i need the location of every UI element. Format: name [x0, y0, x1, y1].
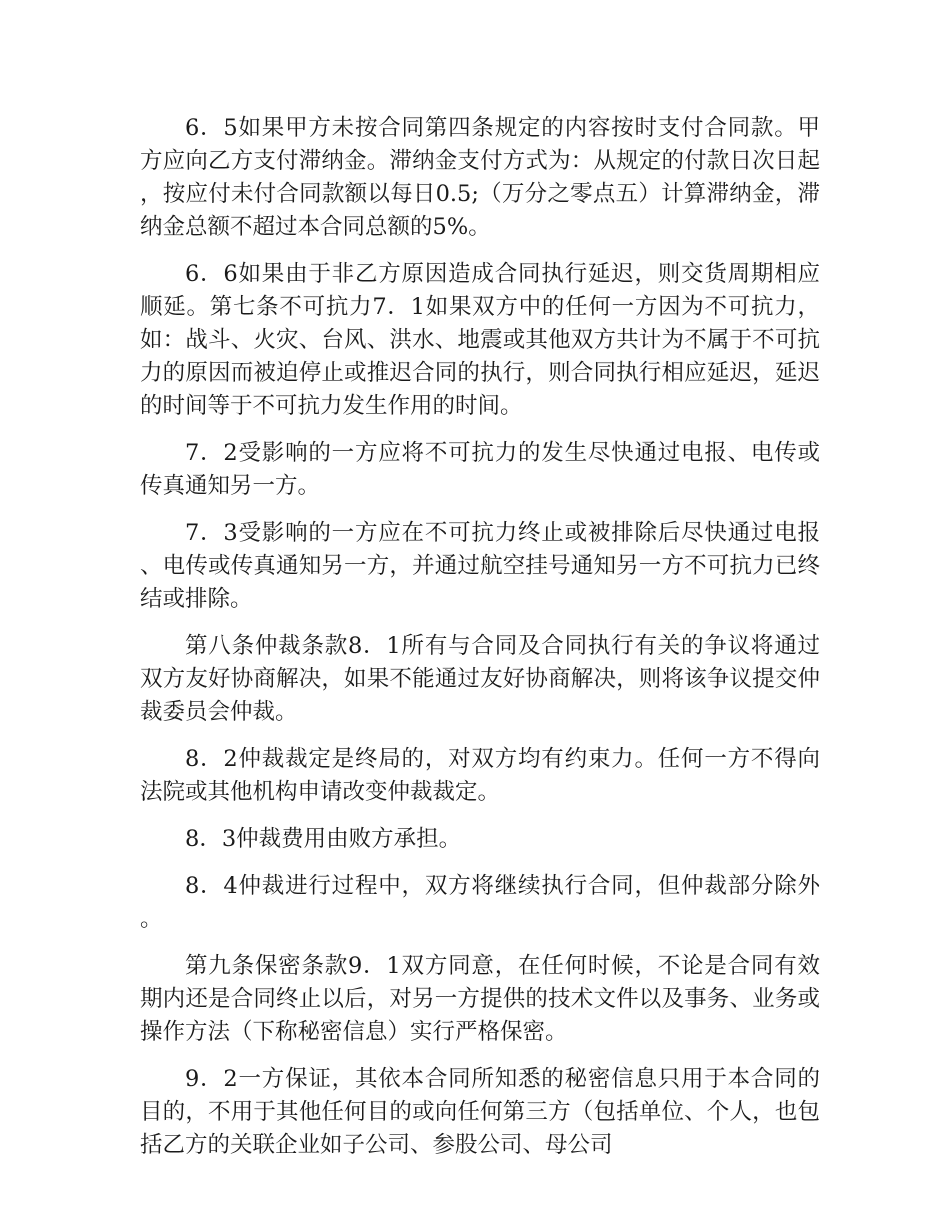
paragraph-7-2: 7．2受影响的一方应将不可抗力的发生尽快通过电报、电传或传真通知另一方。 [140, 440, 820, 499]
paragraph-article-9: 第九条保密条款9．1双方同意，在任何时候，不论是合同有效期内还是合同终止以后，对另一方提供的技术文件以及事务、业务或操作方法（下称秘密信息）实行严格保密。 [140, 953, 820, 1045]
paragraph-6-6: 6．6如果由于非乙方原因造成合同执行延迟，则交货周期相应顺延。第七条不可抗力7．1如果双方中的任何一方因为不可抗力，如：战斗、火灾、台风、洪水、地震或其他双方共计为不属于不可抗力的原因而被迫停止或推迟合同的执行，则合同执行相应延迟，延迟的时间等于不可抗力发生作用的时间。 [140, 261, 820, 419]
paragraph-6-5: 6．5如果甲方未按合同第四条规定的内容按时支付合同款。甲方应向乙方支付滞纳金。滞纳金支付方式为：从规定的付款日次日起，按应付未付合同款额以每日0.5;（万分之零点五）计算滞纳金，滞纳金总额不超过本合同总额的5%。 [140, 115, 820, 240]
document-page [140, 112, 820, 1176]
paragraph-7-3: 7．3受影响的一方应在不可抗力终止或被排除后尽快通过电报、电传或传真通知另一方，并通过航空挂号通知另一方不可抗力已终结或排除。 [140, 520, 820, 612]
paragraph-article-8: 第八条仲裁条款8．1所有与合同及合同执行有关的争议将通过双方友好协商解决，如果不能通过友好协商解决，则将该争议提交仲裁委员会仲裁。 [140, 633, 820, 725]
paragraph-8-2: 8．2仲裁裁定是终局的，对双方均有约束力。任何一方不得向法院或其他机构申请改变仲裁裁定。 [140, 746, 820, 805]
paragraph-9-2: 9．2一方保证，其依本合同所知悉的秘密信息只用于本合同的目的，不用于其他任何目的或向任何第三方（包括单位、个人，也包括乙方的关联企业如子公司、参股公司、母公司 [140, 1066, 820, 1158]
paragraph-8-3: 8．3仲裁费用由败方承担。 [185, 826, 462, 852]
paragraph-8-4: 8．4仲裁进行过程中，双方将继续执行合同，但仲裁部分除外。 [140, 873, 820, 932]
